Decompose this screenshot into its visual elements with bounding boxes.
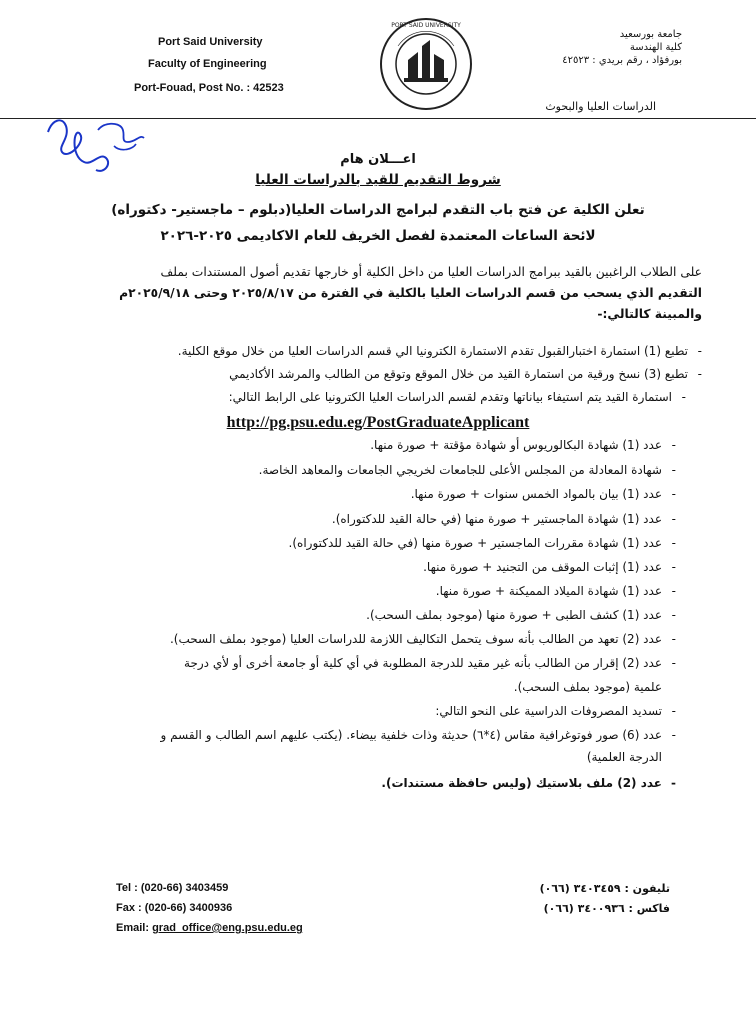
department-label: الدراسات العليا والبحوث bbox=[545, 100, 656, 113]
footer-email-link[interactable]: grad_office@eng.psu.edu.eg bbox=[152, 922, 303, 934]
document-item-continued: علمية (موجود بملف السحب). bbox=[513, 680, 662, 694]
document-item: -تسديد المصروفات الدراسية على النحو التالي: bbox=[435, 704, 676, 718]
header-faculty-en: Faculty of Engineering bbox=[148, 58, 267, 70]
intro-line-3: والمبينة كالتالي:- bbox=[597, 307, 702, 321]
document-item: -عدد (2) تعهد من الطالب بأنه سوف يتحمل التكاليف اللازمة للدراسات العليا (موجود بملف السحب). bbox=[169, 632, 676, 646]
footer-fax: Fax : (020-66) 3400936 bbox=[116, 902, 233, 914]
document-item-continued: الدرجة العلمية) bbox=[586, 750, 662, 764]
header-faculty-ar: كلية الهندسة bbox=[629, 42, 682, 53]
document-item: -عدد (1) شهادة البكالوريوس أو شهادة مؤقتة + صورة منها. bbox=[370, 438, 676, 452]
footer-tel-ar: تليفون : ٣٤٠٣٤٥٩ (٠٦٦) bbox=[539, 882, 670, 895]
document-item: -عدد (1) إثبات الموقف من التجنيد + صورة منها. bbox=[423, 560, 676, 574]
svg-text:PORT SAID UNIVERSITY: PORT SAID UNIVERSITY bbox=[391, 22, 461, 29]
step-item: -استمارة القيد يتم استيفاء بياناتها وتقدم لقسم الدراسات العليا الكترونيا على الرابط التالي: bbox=[228, 390, 686, 404]
footer-email: Email: grad_office@eng.psu.edu.eg bbox=[116, 922, 303, 934]
intro-line-2: التقديم الذي يسحب من قسم الدراسات العليا بالكلية في الفترة من ٢٠٢٥/٨/١٧ وحتى ٢٠٢٥/٩/١٨م bbox=[119, 286, 702, 300]
header-university-ar: جامعة بورسعيد bbox=[619, 29, 682, 40]
footer-fax-ar: فاكس : ٣٤٠٠٩٣٦ (٠٦٦) bbox=[543, 902, 670, 915]
document-item: -عدد (2) إقرار من الطالب بأنه غير مقيد للدرجة المطلوبة في أي كلية أو جامعة أخرى أو لأي درجة bbox=[184, 656, 676, 670]
title-programs: تعلن الكلية عن فتح باب التقدم لبرامج الدراسات العليا(دبلوم – ماجستير- دكتوراه) bbox=[111, 202, 645, 218]
university-logo bbox=[378, 16, 474, 112]
document-item: -عدد (1) كشف الطبى + صورة منها (موجود بملف السحب). bbox=[366, 608, 676, 622]
document-item: -عدد (6) صور فوتوغرافية مقاس (٤*٦) حديثة وذات خلفية بيضاء. (يكتب عليهم اسم الطالب و القسم و bbox=[160, 728, 676, 742]
application-link[interactable]: http://pg.psu.edu.eg/PostGraduateApplicant bbox=[226, 414, 530, 431]
header-address-ar: بورفؤاد ، رقم بريدي : ٤٢٥٢٣ bbox=[562, 55, 682, 66]
document-item: -عدد (1) شهادة مقررات الماجستير + صورة منها (في حالة القيد للدكتوراه). bbox=[288, 536, 676, 550]
title-regulation: لائحة الساعات المعتمدة لفصل الخريف للعام الاكاديمى ٢٠٢٥-٢٠٢٦ bbox=[160, 228, 596, 244]
document-item: -عدد (1) شهادة الميلاد المميكنة + صورة منها. bbox=[435, 584, 676, 598]
header-address-en: Port-Fouad, Post No. : 42523 bbox=[134, 82, 284, 94]
header-university-en: Port Said University bbox=[158, 36, 263, 48]
document-item: -عدد (2) ملف بلاستيك (وليس حافظة مستندات). bbox=[381, 776, 676, 790]
title-announcement: اعـــلان هام bbox=[340, 152, 416, 167]
document-item: -عدد (1) شهادة الماجستير + صورة منها (في حالة القيد للدكتوراه). bbox=[331, 512, 676, 526]
document-item: -شهادة المعادلة من المجلس الأعلى للجامعات لخريجي الجامعات والمعاهد الخاصة. bbox=[258, 463, 676, 477]
document-item: -عدد (1) بيان بالمواد الخمس سنوات + صورة منها. bbox=[410, 487, 676, 501]
intro-line-1: على الطلاب الراغبين بالقيد ببرامج الدراسات العليا من داخل الكلية أو خارجها تقديم أصول المستندات بملف bbox=[160, 265, 702, 279]
footer-tel: Tel : (020-66) 3403459 bbox=[116, 882, 229, 894]
title-conditions: شروط التقديم للقيد بالدراسات العليا bbox=[255, 172, 501, 188]
step-item: -تطبع (1) استمارة اختبارالقبول تقدم الاستمارة الكترونيا الي قسم الدراسات العليا من خلال موقع الكلية. bbox=[177, 344, 702, 358]
step-item: -تطبع (3) نسخ ورقية من استمارة القيد من خلال الموقع وتوقع من الطالب والمرشد الأكاديمي bbox=[229, 367, 702, 381]
